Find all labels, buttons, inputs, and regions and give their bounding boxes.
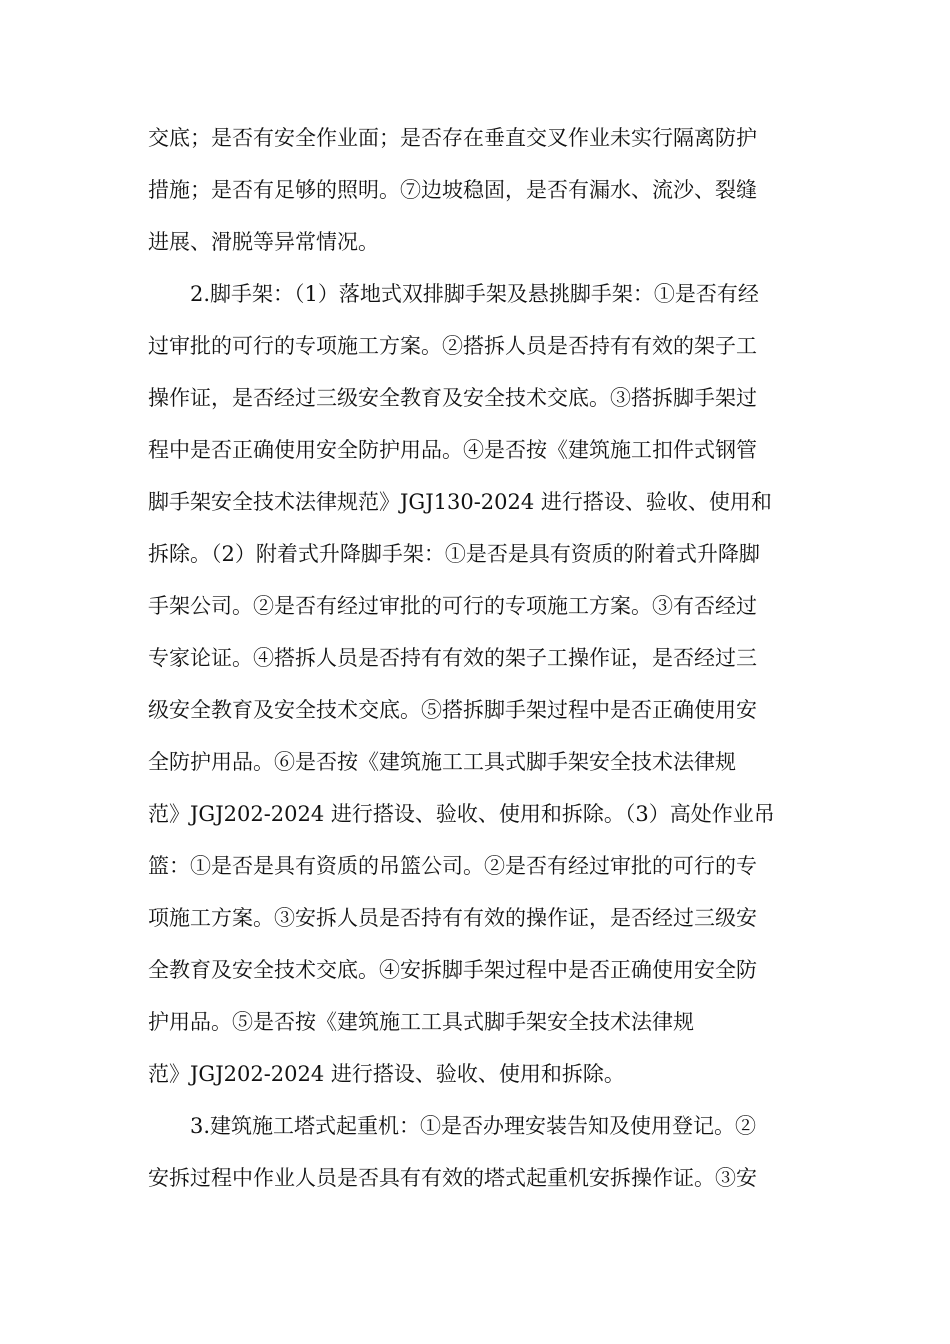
text-line: 项施工方案。③安拆人员是否持有有效的操作证，是否经过三级安: [148, 906, 757, 930]
text-line: 专家论证。④搭拆人员是否持有有效的架子工操作证，是否经过三: [148, 646, 757, 670]
text-line: 范》JGJ202-2024 进行搭设、验收、使用和拆除。: [148, 1062, 625, 1086]
text-line: 手架公司。②是否有经过审批的可行的专项施工方案。③有否经过: [148, 594, 757, 618]
text-line: 全防护用品。⑥是否按《建筑施工工具式脚手架安全技术法律规: [148, 750, 736, 774]
text-line: 脚手架安全技术法律规范》JGJ130-2024 进行搭设、验收、使用和: [148, 490, 772, 514]
paragraph-start-tower-crane: 3.建筑施工塔式起重机：①是否办理安装告知及使用登记。②: [190, 1114, 757, 1138]
text-line: 交底；是否有安全作业面；是否存在垂直交叉作业未实行隔离防护: [148, 126, 757, 150]
text-line: 拆除。（2）附着式升降脚手架：①是否是具有资质的附着式升降脚: [148, 542, 760, 566]
text-line: 全教育及安全技术交底。④安拆脚手架过程中是否正确使用安全防: [148, 958, 757, 982]
text-line: 过审批的可行的专项施工方案。②搭拆人员是否持有有效的架子工: [148, 334, 757, 358]
text-line: 措施；是否有足够的照明。⑦边坡稳固，是否有漏水、流沙、裂缝: [148, 178, 757, 202]
text-line: 程中是否正确使用安全防护用品。④是否按《建筑施工扣件式钢管: [148, 438, 757, 462]
text-line: 范》JGJ202-2024 进行搭设、验收、使用和拆除。（3）高处作业吊: [148, 802, 775, 826]
text-line: 进展、滑脱等异常情况。: [148, 230, 379, 254]
text-line: 安拆过程中作业人员是否具有有效的塔式起重机安拆操作证。③安: [148, 1166, 757, 1190]
text-line: 级安全教育及安全技术交底。⑤搭拆脚手架过程中是否正确使用安: [148, 698, 757, 722]
text-line: 操作证，是否经过三级安全教育及安全技术交底。③搭拆脚手架过: [148, 386, 757, 410]
document-body: [148, 112, 808, 1204]
text-line: 护用品。⑤是否按《建筑施工工具式脚手架安全技术法律规: [148, 1010, 694, 1034]
paragraph-start-scaffold: 2.脚手架：（1）落地式双排脚手架及悬挑脚手架：①是否有经: [190, 282, 759, 306]
text-line: 篮：①是否是具有资质的吊篮公司。②是否有经过审批的可行的专: [148, 854, 757, 878]
